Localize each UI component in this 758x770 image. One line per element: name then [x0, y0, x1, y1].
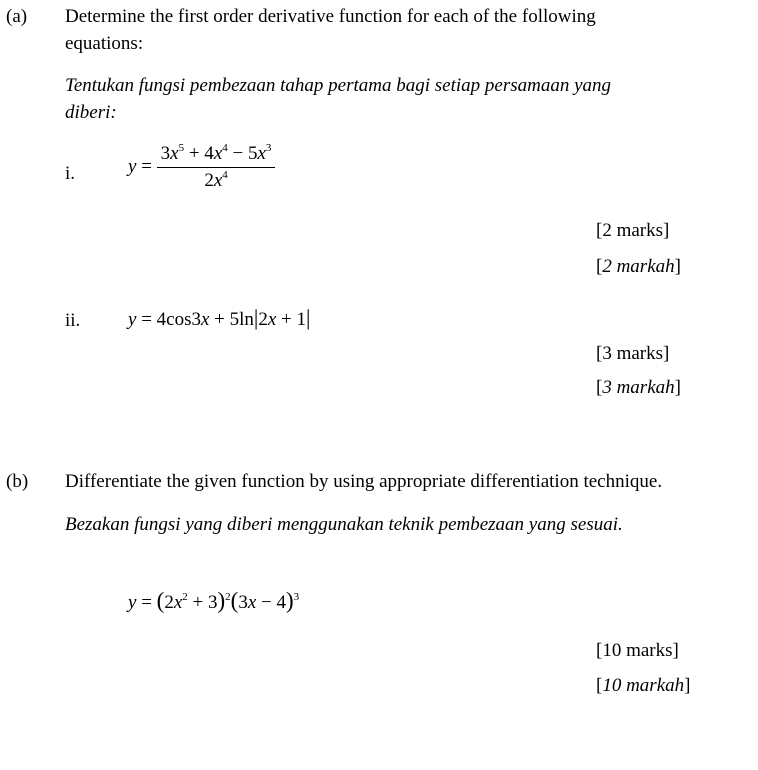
part-b-marks-en: [10 marks] [596, 640, 679, 661]
item-ii-label: ii. [65, 310, 81, 331]
equation-i: y = $\frac{3x^5 + 4x^4 - 5x^3}{2x^4}$ [128, 143, 275, 192]
equation-b: $y = (2x^2 + 3)^2(3x - 4)^3$ [128, 588, 300, 613]
part-a-question-en-line2: equations: [65, 33, 144, 54]
equation-ii: y = 4cos3x + 5ln|2x + 1| [128, 305, 311, 330]
part-b-marks-ms-text: 10 markah [602, 675, 685, 696]
item-ii-marks-ms: [3 markah] [596, 377, 681, 398]
part-b-marks-ms: [10 markah] [596, 675, 691, 696]
item-ii-marks-ms-text: 3 markah [602, 377, 675, 398]
part-a-label: (a) [6, 6, 28, 27]
item-i-marks-en: [2 marks] [596, 220, 670, 241]
item-i-marks-ms-text: 2 markah [602, 256, 675, 277]
item-ii-marks-en: [3 marks] [596, 343, 670, 364]
part-b-label: (b) [6, 471, 29, 492]
item-i-label: i. [65, 163, 76, 184]
part-a-question-ms-line1: Tentukan fungsi pembezaan tahap pertama bagi setiap persamaan yang [65, 75, 612, 96]
part-b-question-en: Differentiate the given function by using appropriate differentiation technique. [65, 471, 663, 492]
item-i-marks-ms: [2 markah] [596, 256, 681, 277]
part-a-question-en-line1: Determine the first order derivative function for each of the following [65, 6, 596, 27]
part-a-question-ms-line2: diberi: [65, 102, 117, 123]
part-b-question-ms: Bezakan fungsi yang diberi menggunakan teknik pembezaan yang sesuai. [65, 514, 623, 535]
